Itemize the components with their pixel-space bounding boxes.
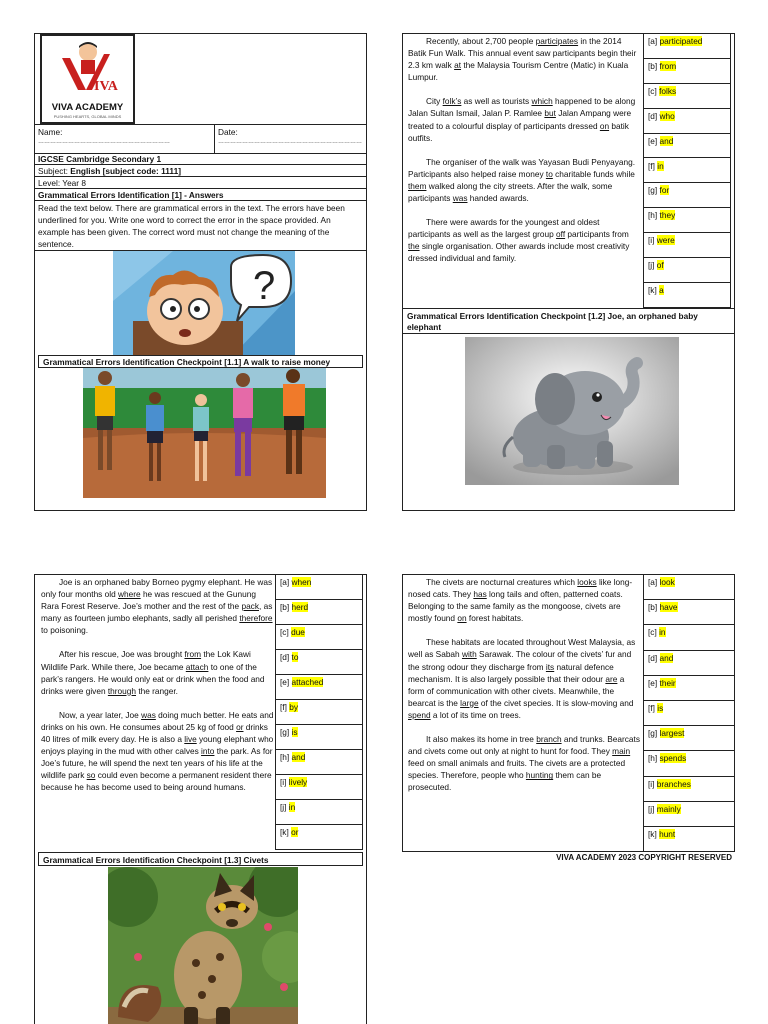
answer-row xyxy=(644,109,730,134)
answer-label: [a] xyxy=(648,36,660,46)
answer-label: [i] xyxy=(648,778,657,789)
passage-1-para-2: City folk’s as well as tourists which happened to be along Jalan Sultan Ismail, Jalan P. Ramlee but Jalan Ampang were treated to a colourful display of participants dressed on batik outfits. xyxy=(408,96,636,143)
answer-word[interactable]: hunt xyxy=(659,829,676,839)
answer-row xyxy=(276,600,362,625)
answer-row xyxy=(644,183,730,208)
passage-2-para-3: Now, a year later, Joe was doing much better. He eats and drinks on his own. He consumes about 25 kg of food or drinks 40 litres of milk every day. He is also a live young elephant who enjoys playing in the mud with other calves into the park. As for Joe’s future, he will spend the next ten years of his life at the wildlife park so could even become a permanent resident there because he has become used to being around humans. xyxy=(41,709,274,793)
answer-label: [j] xyxy=(280,802,289,812)
passage-3-panel xyxy=(402,574,735,852)
name-field[interactable]: ………………………………………………………… xyxy=(38,139,170,145)
answer-word[interactable]: by xyxy=(289,702,298,712)
answer-row xyxy=(644,208,730,233)
answer-row xyxy=(644,59,730,84)
answer-label: [b] xyxy=(280,602,292,612)
answer-label: [c] xyxy=(280,627,292,637)
answer-row xyxy=(276,775,362,800)
subject-prefix: Subject: xyxy=(38,166,71,176)
passage-1-panel xyxy=(402,33,735,511)
answer-row xyxy=(644,233,730,258)
level-line: Level: Year 8 xyxy=(35,177,366,189)
answer-row xyxy=(276,825,362,850)
worksheet-header-panel xyxy=(34,33,367,511)
answer-label: [f] xyxy=(648,160,658,171)
passage-3-para-1: The civets are nocturnal creatures which looks like long-nosed cats. They has long tails and often, patterned coats. Belonging to the same family as the mongoose, civets are mostly found on forest habitats. xyxy=(408,577,633,624)
answer-row xyxy=(276,650,362,675)
answer-row xyxy=(276,625,362,650)
answer-word[interactable]: branches xyxy=(656,778,691,789)
passage-2-para-2: After his rescue, Joe was brought from the Lok Kawi Wildlife Park. While there, Joe became attach to one of the park’s rangers. He would only eat or drink when the food and drinks were given through the ranger. xyxy=(41,649,265,696)
instructions: Read the text below. There are grammatical errors in the text. The errors have been underlined for you. Write one word to correct the error in the space provided. An example has been given. The correct word must not change the meaning of the sentence. xyxy=(35,201,366,251)
answer-word[interactable]: or xyxy=(291,827,299,837)
answer-word[interactable]: and xyxy=(659,135,674,146)
answer-word[interactable]: look xyxy=(659,577,675,587)
subject-line xyxy=(35,165,366,177)
answer-label: [a] xyxy=(648,577,660,587)
answer-label: [f] xyxy=(648,703,658,713)
baby-elephant-illustration xyxy=(465,337,679,485)
answer-label: [f] xyxy=(280,702,290,712)
answer-word[interactable]: from xyxy=(659,60,677,71)
subject-value: English [subject code: 1111] xyxy=(70,166,181,176)
passage-3-answers xyxy=(643,575,735,852)
answer-label: [e] xyxy=(648,135,660,146)
answer-label: [h] xyxy=(648,210,660,221)
answer-word[interactable]: due xyxy=(291,627,305,637)
answer-label: [d] xyxy=(648,110,660,121)
answer-row xyxy=(644,134,730,159)
answer-word[interactable]: is xyxy=(291,727,298,737)
answer-row xyxy=(644,676,735,701)
answer-row xyxy=(644,625,735,650)
answer-word[interactable]: were xyxy=(656,235,675,246)
answer-row xyxy=(644,84,730,109)
answer-row xyxy=(644,600,735,625)
answer-label: [c] xyxy=(648,85,660,96)
passage-1-para-3: The organiser of the walk was Yayasan Budi Penyayang. Participants also helped raise money to charitable funds while them walked along the city streets. After the walk, some participants was handed awards. xyxy=(408,156,636,204)
logo xyxy=(40,34,135,124)
civet-illustration xyxy=(108,867,298,1024)
answer-word[interactable]: a xyxy=(659,285,664,295)
checkpoint-1-1-title: Grammatical Errors Identification Checkpoint [1.1] A walk to raise money xyxy=(38,355,363,368)
answer-label: [c] xyxy=(648,627,660,638)
copyright-footer: VIVA ACADEMY 2023 COPYRIGHT RESERVED xyxy=(556,853,732,862)
answer-row xyxy=(644,258,730,283)
runners-photo xyxy=(83,368,326,498)
answer-row xyxy=(644,575,735,600)
answer-row xyxy=(276,700,362,725)
answer-word[interactable]: their xyxy=(659,677,676,688)
answer-label: [k] xyxy=(648,285,660,295)
passage-1-para-1: Recently, about 2,700 people participates in the 2014 Batik Fun Walk. This annual event saw participants begin their 2.3 km walk at the Malaysia Tourism Centre (Matic) in Kuala Lumpur. xyxy=(408,36,637,83)
answer-word[interactable]: lively xyxy=(288,777,308,787)
passage-2-answers xyxy=(275,575,363,850)
answer-label: [g] xyxy=(648,185,660,196)
answer-label: [k] xyxy=(280,827,292,837)
answer-label: [k] xyxy=(648,829,660,839)
answer-word[interactable]: herd xyxy=(291,602,309,612)
answer-label: [d] xyxy=(648,652,660,663)
answer-row xyxy=(644,726,735,751)
course-name: IGCSE Cambridge Secondary 1 xyxy=(35,153,366,165)
answer-row xyxy=(644,827,735,852)
answer-word[interactable]: in xyxy=(288,802,296,812)
answer-label: [d] xyxy=(280,652,292,662)
answer-word[interactable]: and xyxy=(659,652,674,663)
answer-word[interactable]: folks xyxy=(659,85,677,96)
answer-label: [i] xyxy=(648,235,657,246)
answer-row xyxy=(644,751,735,776)
answer-row xyxy=(644,283,730,308)
answer-word[interactable]: have xyxy=(659,602,678,613)
passage-2-para-1: Joe is an orphaned baby Borneo pygmy elephant. He was only four months old where he was rescued at the Gunung Rara Forest Reserve. Joe’s mother and the rest of the pack, as many as fourteen jumbo elephants, sadly all perished therefore to poisoning. xyxy=(41,577,273,636)
answer-label: [e] xyxy=(280,677,292,687)
answer-label: [j] xyxy=(648,803,657,814)
logo-text: VIVA ACADEMY xyxy=(51,102,124,113)
date-field[interactable]: ……………………………………………………………… xyxy=(218,139,362,145)
date-label: Date: xyxy=(218,127,238,137)
answer-label: [b] xyxy=(648,60,660,71)
answer-label: [h] xyxy=(280,752,292,762)
passage-1-answers xyxy=(643,34,731,308)
answer-label: [h] xyxy=(648,753,660,764)
answer-row xyxy=(644,34,730,59)
answer-row xyxy=(276,675,362,700)
passage-3-para-2: These habitats are located throughout West Malaysia, as well as Sabah with Sarawak. The colour of the civets’ fur and the strong odour they discharge from its natural defence mechanism. It is also largely possible that their odour are a form of communication with other civets. Meanwhile, the bearcat is the large of the civet species. It is slow-moving and spend a lot of its time on trees. xyxy=(408,637,636,720)
answer-word[interactable]: attached xyxy=(291,677,324,687)
answer-row xyxy=(276,750,362,775)
name-label: Name: xyxy=(38,127,63,137)
answer-row xyxy=(644,651,735,676)
passage-2-panel xyxy=(34,574,367,1024)
answer-label: [g] xyxy=(280,727,292,737)
answer-word[interactable]: in xyxy=(657,160,664,171)
checkpoint-1-3-title: Grammatical Errors Identification Checkpoint [1.3] Civets xyxy=(38,852,363,866)
checkpoint-1-2-title: Grammatical Errors Identification Checkpoint [1.2] Joe, an orphaned baby elephant xyxy=(403,308,734,334)
answer-word[interactable]: for xyxy=(659,185,670,196)
answer-word[interactable]: to xyxy=(291,652,299,662)
logo-tagline: PUSHING HEARTS, GLOBAL MINDS xyxy=(53,114,122,119)
answer-label: [g] xyxy=(648,728,660,739)
answer-word[interactable]: who xyxy=(659,110,675,121)
answer-word[interactable]: mainly xyxy=(656,803,681,814)
passage-3-para-3: It also makes its home in tree branch and trunks. Bearcats and civets come out only at night to hunt for food. They main feed on small animals and fruits. The civets are a protected species. Therefore, people who hunting them can be prosecuted. xyxy=(408,734,640,793)
answer-label: [b] xyxy=(648,602,660,613)
worksheet-title: Grammatical Errors Identification [1] - Answers xyxy=(35,189,366,201)
answer-word[interactable]: they xyxy=(659,210,676,221)
answer-word[interactable]: when xyxy=(291,577,312,587)
confused-man-illustration xyxy=(113,251,295,355)
answer-row xyxy=(644,777,735,802)
svg-text:?: ? xyxy=(253,264,276,308)
answer-word[interactable]: participated xyxy=(659,36,703,46)
answer-row xyxy=(644,159,730,184)
answer-label: [i] xyxy=(280,777,289,787)
svg-text:IVA: IVA xyxy=(94,79,118,94)
answer-word[interactable]: of xyxy=(656,260,664,271)
answer-row xyxy=(644,802,735,827)
answer-label: [j] xyxy=(648,260,657,271)
answer-label: [a] xyxy=(280,577,292,587)
answer-row xyxy=(276,800,362,825)
answer-row xyxy=(644,701,735,726)
passage-1-para-4: There were awards for the youngest and oldest participants as well as the largest group off participants from the single organisation. Other awards include most creativity dressed individual and family. xyxy=(408,217,630,264)
answer-row xyxy=(276,575,362,600)
answer-label: [e] xyxy=(648,677,660,688)
answer-word[interactable]: spends xyxy=(659,753,687,764)
answer-word[interactable]: in xyxy=(659,627,666,638)
answer-word[interactable]: and xyxy=(291,752,306,762)
answer-row xyxy=(276,725,362,750)
answer-word[interactable]: largest xyxy=(659,728,685,739)
answer-word[interactable]: is xyxy=(657,703,664,713)
